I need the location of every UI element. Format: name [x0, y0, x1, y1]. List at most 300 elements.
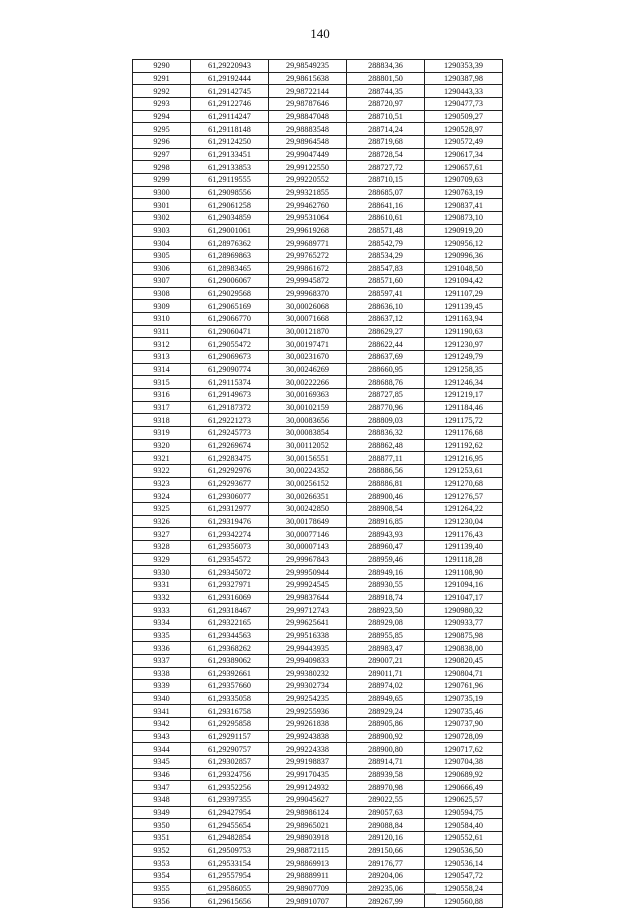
- x-coordinate-cell: 288836,32: [347, 427, 425, 440]
- latitude-cell: 61,29292976: [191, 465, 269, 478]
- point-number-cell: 9311: [133, 325, 191, 338]
- table-row: [133, 844, 503, 857]
- latitude-cell: 61,29098556: [191, 186, 269, 199]
- longitude-cell: 29,99170435: [269, 768, 347, 781]
- latitude-cell: 61,29482854: [191, 832, 269, 845]
- table-row: [133, 604, 503, 617]
- table-row: [133, 832, 503, 845]
- table-row: [133, 313, 503, 326]
- point-number-cell: 9344: [133, 743, 191, 756]
- x-coordinate-cell: 288770,96: [347, 401, 425, 414]
- x-coordinate-cell: 288641,16: [347, 199, 425, 212]
- point-number-cell: 9318: [133, 414, 191, 427]
- point-number-cell: 9319: [133, 427, 191, 440]
- latitude-cell: 61,29114247: [191, 110, 269, 123]
- y-coordinate-cell: 1290560,88: [425, 895, 503, 908]
- y-coordinate-cell: 1291175,72: [425, 414, 503, 427]
- point-number-cell: 9325: [133, 502, 191, 515]
- point-number-cell: 9323: [133, 477, 191, 490]
- x-coordinate-cell: 288943,93: [347, 528, 425, 541]
- latitude-cell: 61,29142745: [191, 85, 269, 98]
- point-number-cell: 9322: [133, 465, 191, 478]
- coordinates-table: [132, 59, 503, 908]
- longitude-cell: 29,99765272: [269, 249, 347, 262]
- point-number-cell: 9336: [133, 642, 191, 655]
- longitude-cell: 29,99045627: [269, 794, 347, 807]
- table-row: [133, 97, 503, 110]
- point-number-cell: 9349: [133, 806, 191, 819]
- table-row: [133, 667, 503, 680]
- longitude-cell: 29,99516338: [269, 629, 347, 642]
- table-row: [133, 502, 503, 515]
- x-coordinate-cell: 288710,15: [347, 173, 425, 186]
- point-number-cell: 9352: [133, 844, 191, 857]
- table-row: [133, 515, 503, 528]
- longitude-cell: 29,99321855: [269, 186, 347, 199]
- x-coordinate-cell: 288970,98: [347, 781, 425, 794]
- point-number-cell: 9350: [133, 819, 191, 832]
- x-coordinate-cell: 288534,29: [347, 249, 425, 262]
- point-number-cell: 9340: [133, 692, 191, 705]
- point-number-cell: 9334: [133, 616, 191, 629]
- x-coordinate-cell: 288637,69: [347, 351, 425, 364]
- longitude-cell: 29,99531064: [269, 211, 347, 224]
- latitude-cell: 61,29124250: [191, 135, 269, 148]
- y-coordinate-cell: 1290558,24: [425, 882, 503, 895]
- x-coordinate-cell: 289150,66: [347, 844, 425, 857]
- y-coordinate-cell: 1291184,46: [425, 401, 503, 414]
- table-row: [133, 389, 503, 402]
- y-coordinate-cell: 1290933,77: [425, 616, 503, 629]
- longitude-cell: 29,98549235: [269, 60, 347, 73]
- x-coordinate-cell: 288929,24: [347, 705, 425, 718]
- latitude-cell: 61,29455654: [191, 819, 269, 832]
- point-number-cell: 9312: [133, 338, 191, 351]
- longitude-cell: 30,00242850: [269, 502, 347, 515]
- longitude-cell: 30,00178649: [269, 515, 347, 528]
- y-coordinate-cell: 1290956,12: [425, 237, 503, 250]
- x-coordinate-cell: 288900,46: [347, 490, 425, 503]
- longitude-cell: 29,99047449: [269, 148, 347, 161]
- longitude-cell: 29,99224338: [269, 743, 347, 756]
- table-row: [133, 692, 503, 705]
- point-number-cell: 9290: [133, 60, 191, 73]
- x-coordinate-cell: 288959,46: [347, 553, 425, 566]
- point-number-cell: 9328: [133, 540, 191, 553]
- table-row: [133, 654, 503, 667]
- table-row: [133, 452, 503, 465]
- longitude-cell: 29,99950944: [269, 566, 347, 579]
- x-coordinate-cell: 288629,27: [347, 325, 425, 338]
- x-coordinate-cell: 288571,60: [347, 275, 425, 288]
- latitude-cell: 61,29324756: [191, 768, 269, 781]
- x-coordinate-cell: 288801,50: [347, 72, 425, 85]
- point-number-cell: 9320: [133, 439, 191, 452]
- table-row: [133, 642, 503, 655]
- y-coordinate-cell: 1291107,29: [425, 287, 503, 300]
- y-coordinate-cell: 1291094,42: [425, 275, 503, 288]
- x-coordinate-cell: 289176,77: [347, 857, 425, 870]
- table-row: [133, 173, 503, 186]
- y-coordinate-cell: 1291246,34: [425, 376, 503, 389]
- longitude-cell: 29,99625641: [269, 616, 347, 629]
- x-coordinate-cell: 289011,71: [347, 667, 425, 680]
- point-number-cell: 9294: [133, 110, 191, 123]
- y-coordinate-cell: 1290443,33: [425, 85, 503, 98]
- point-number-cell: 9353: [133, 857, 191, 870]
- longitude-cell: 29,99837644: [269, 591, 347, 604]
- table-row: [133, 781, 503, 794]
- x-coordinate-cell: 289007,21: [347, 654, 425, 667]
- point-number-cell: 9346: [133, 768, 191, 781]
- x-coordinate-cell: 288960,47: [347, 540, 425, 553]
- page-number: 140: [310, 26, 330, 41]
- x-coordinate-cell: 289235,06: [347, 882, 425, 895]
- y-coordinate-cell: 1290735,19: [425, 692, 503, 705]
- y-coordinate-cell: 1291047,17: [425, 591, 503, 604]
- latitude-cell: 61,29352256: [191, 781, 269, 794]
- longitude-cell: 29,99380232: [269, 667, 347, 680]
- table-row: [133, 870, 503, 883]
- x-coordinate-cell: 288923,50: [347, 604, 425, 617]
- point-number-cell: 9297: [133, 148, 191, 161]
- table-row: [133, 743, 503, 756]
- point-number-cell: 9335: [133, 629, 191, 642]
- y-coordinate-cell: 1290625,57: [425, 794, 503, 807]
- point-number-cell: 9345: [133, 756, 191, 769]
- x-coordinate-cell: 288660,95: [347, 363, 425, 376]
- x-coordinate-cell: 288955,85: [347, 629, 425, 642]
- longitude-cell: 30,00026068: [269, 300, 347, 313]
- y-coordinate-cell: 1290873,10: [425, 211, 503, 224]
- latitude-cell: 61,29192444: [191, 72, 269, 85]
- x-coordinate-cell: 289057,63: [347, 806, 425, 819]
- y-coordinate-cell: 1290528,97: [425, 123, 503, 136]
- y-coordinate-cell: 1291118,28: [425, 553, 503, 566]
- point-number-cell: 9298: [133, 161, 191, 174]
- latitude-cell: 61,29319476: [191, 515, 269, 528]
- x-coordinate-cell: 288949,16: [347, 566, 425, 579]
- table-row: [133, 300, 503, 313]
- y-coordinate-cell: 1290477,73: [425, 97, 503, 110]
- x-coordinate-cell: 288727,85: [347, 389, 425, 402]
- y-coordinate-cell: 1290838,00: [425, 642, 503, 655]
- y-coordinate-cell: 1290709,63: [425, 173, 503, 186]
- point-number-cell: 9356: [133, 895, 191, 908]
- y-coordinate-cell: 1291270,68: [425, 477, 503, 490]
- y-coordinate-cell: 1290536,14: [425, 857, 503, 870]
- y-coordinate-cell: 1290509,27: [425, 110, 503, 123]
- latitude-cell: 61,29290757: [191, 743, 269, 756]
- latitude-cell: 61,29283475: [191, 452, 269, 465]
- latitude-cell: 61,29115374: [191, 376, 269, 389]
- point-number-cell: 9293: [133, 97, 191, 110]
- longitude-cell: 29,98907709: [269, 882, 347, 895]
- longitude-cell: 30,00007143: [269, 540, 347, 553]
- y-coordinate-cell: 1290837,41: [425, 199, 503, 212]
- longitude-cell: 29,99124932: [269, 781, 347, 794]
- longitude-cell: 29,98964548: [269, 135, 347, 148]
- latitude-cell: 61,29034859: [191, 211, 269, 224]
- x-coordinate-cell: 289204,06: [347, 870, 425, 883]
- y-coordinate-cell: 1290552,61: [425, 832, 503, 845]
- point-number-cell: 9355: [133, 882, 191, 895]
- x-coordinate-cell: 288636,10: [347, 300, 425, 313]
- x-coordinate-cell: 288929,08: [347, 616, 425, 629]
- y-coordinate-cell: 1290761,96: [425, 680, 503, 693]
- longitude-cell: 30,00197471: [269, 338, 347, 351]
- y-coordinate-cell: 1290536,50: [425, 844, 503, 857]
- latitude-cell: 61,29345072: [191, 566, 269, 579]
- y-coordinate-cell: 1290704,38: [425, 756, 503, 769]
- y-coordinate-cell: 1290547,72: [425, 870, 503, 883]
- point-number-cell: 9347: [133, 781, 191, 794]
- latitude-cell: 61,29293677: [191, 477, 269, 490]
- table-row: [133, 262, 503, 275]
- latitude-cell: 61,29119555: [191, 173, 269, 186]
- latitude-cell: 61,29245773: [191, 427, 269, 440]
- table-row: [133, 477, 503, 490]
- table-row: [133, 553, 503, 566]
- point-number-cell: 9329: [133, 553, 191, 566]
- x-coordinate-cell: 288720,97: [347, 97, 425, 110]
- table-row: [133, 705, 503, 718]
- x-coordinate-cell: 288809,03: [347, 414, 425, 427]
- y-coordinate-cell: 1291192,62: [425, 439, 503, 452]
- point-number-cell: 9292: [133, 85, 191, 98]
- table-row: [133, 414, 503, 427]
- latitude-cell: 61,29221273: [191, 414, 269, 427]
- table-row: [133, 135, 503, 148]
- x-coordinate-cell: 288949,65: [347, 692, 425, 705]
- longitude-cell: 29,98910707: [269, 895, 347, 908]
- latitude-cell: 61,29001061: [191, 224, 269, 237]
- table-row: [133, 161, 503, 174]
- point-number-cell: 9313: [133, 351, 191, 364]
- point-number-cell: 9316: [133, 389, 191, 402]
- point-number-cell: 9296: [133, 135, 191, 148]
- latitude-cell: 61,29187372: [191, 401, 269, 414]
- table-row: [133, 85, 503, 98]
- x-coordinate-cell: 288900,80: [347, 743, 425, 756]
- y-coordinate-cell: 1291139,40: [425, 540, 503, 553]
- x-coordinate-cell: 289120,16: [347, 832, 425, 845]
- x-coordinate-cell: 288886,56: [347, 465, 425, 478]
- latitude-cell: 61,29060471: [191, 325, 269, 338]
- latitude-cell: 61,29055472: [191, 338, 269, 351]
- x-coordinate-cell: 288727,72: [347, 161, 425, 174]
- table-row: [133, 819, 503, 832]
- x-coordinate-cell: 288914,71: [347, 756, 425, 769]
- y-coordinate-cell: 1290820,45: [425, 654, 503, 667]
- longitude-cell: 29,98889911: [269, 870, 347, 883]
- point-number-cell: 9354: [133, 870, 191, 883]
- longitude-cell: 29,99302734: [269, 680, 347, 693]
- y-coordinate-cell: 1291163,94: [425, 313, 503, 326]
- longitude-cell: 29,98847048: [269, 110, 347, 123]
- y-coordinate-cell: 1290875,98: [425, 629, 503, 642]
- x-coordinate-cell: 288610,61: [347, 211, 425, 224]
- point-number-cell: 9302: [133, 211, 191, 224]
- y-coordinate-cell: 1291176,68: [425, 427, 503, 440]
- point-number-cell: 9310: [133, 313, 191, 326]
- x-coordinate-cell: 288877,11: [347, 452, 425, 465]
- table-row: [133, 110, 503, 123]
- table-row: [133, 629, 503, 642]
- longitude-cell: 29,99220552: [269, 173, 347, 186]
- y-coordinate-cell: 1291276,57: [425, 490, 503, 503]
- y-coordinate-cell: 1290584,40: [425, 819, 503, 832]
- y-coordinate-cell: 1291258,35: [425, 363, 503, 376]
- latitude-cell: 61,29427954: [191, 806, 269, 819]
- latitude-cell: 61,28976362: [191, 237, 269, 250]
- longitude-cell: 30,00246269: [269, 363, 347, 376]
- point-number-cell: 9333: [133, 604, 191, 617]
- longitude-cell: 29,98872115: [269, 844, 347, 857]
- table-row: [133, 287, 503, 300]
- longitude-cell: 30,00256152: [269, 477, 347, 490]
- table-row: [133, 401, 503, 414]
- point-number-cell: 9295: [133, 123, 191, 136]
- table-row: [133, 199, 503, 212]
- x-coordinate-cell: 288974,02: [347, 680, 425, 693]
- latitude-cell: 61,29389062: [191, 654, 269, 667]
- table-row: [133, 427, 503, 440]
- longitude-cell: 29,99198837: [269, 756, 347, 769]
- latitude-cell: 61,29090774: [191, 363, 269, 376]
- y-coordinate-cell: 1291094,16: [425, 578, 503, 591]
- point-number-cell: 9303: [133, 224, 191, 237]
- latitude-cell: 61,29065169: [191, 300, 269, 313]
- longitude-cell: 30,00156551: [269, 452, 347, 465]
- table-row: [133, 376, 503, 389]
- latitude-cell: 61,29586055: [191, 882, 269, 895]
- x-coordinate-cell: 289267,99: [347, 895, 425, 908]
- latitude-cell: 61,29316758: [191, 705, 269, 718]
- point-number-cell: 9315: [133, 376, 191, 389]
- x-coordinate-cell: 288744,35: [347, 85, 425, 98]
- table-row: [133, 325, 503, 338]
- latitude-cell: 61,29392661: [191, 667, 269, 680]
- point-number-cell: 9305: [133, 249, 191, 262]
- point-number-cell: 9314: [133, 363, 191, 376]
- longitude-cell: 29,99409833: [269, 654, 347, 667]
- x-coordinate-cell: 288710,51: [347, 110, 425, 123]
- longitude-cell: 29,99967843: [269, 553, 347, 566]
- longitude-cell: 30,00112052: [269, 439, 347, 452]
- latitude-cell: 61,29357660: [191, 680, 269, 693]
- latitude-cell: 61,29318467: [191, 604, 269, 617]
- y-coordinate-cell: 1290737,90: [425, 718, 503, 731]
- table-row: [133, 591, 503, 604]
- point-number-cell: 9291: [133, 72, 191, 85]
- x-coordinate-cell: 288900,92: [347, 730, 425, 743]
- table-row: [133, 60, 503, 73]
- table-row: [133, 237, 503, 250]
- latitude-cell: 61,29118148: [191, 123, 269, 136]
- latitude-cell: 61,29149673: [191, 389, 269, 402]
- table-row: [133, 730, 503, 743]
- table-row: [133, 72, 503, 85]
- x-coordinate-cell: 289022,55: [347, 794, 425, 807]
- longitude-cell: 29,99254235: [269, 692, 347, 705]
- longitude-cell: 29,99443935: [269, 642, 347, 655]
- point-number-cell: 9317: [133, 401, 191, 414]
- longitude-cell: 29,99945872: [269, 275, 347, 288]
- longitude-cell: 30,00121870: [269, 325, 347, 338]
- table-row: [133, 718, 503, 731]
- point-number-cell: 9326: [133, 515, 191, 528]
- latitude-cell: 61,29029568: [191, 287, 269, 300]
- latitude-cell: 61,29295858: [191, 718, 269, 731]
- y-coordinate-cell: 1291176,43: [425, 528, 503, 541]
- latitude-cell: 61,29122746: [191, 97, 269, 110]
- latitude-cell: 61,29006067: [191, 275, 269, 288]
- table-row: [133, 680, 503, 693]
- latitude-cell: 61,29322165: [191, 616, 269, 629]
- longitude-cell: 29,98903918: [269, 832, 347, 845]
- y-coordinate-cell: 1290717,62: [425, 743, 503, 756]
- latitude-cell: 61,29615656: [191, 895, 269, 908]
- latitude-cell: 61,29368262: [191, 642, 269, 655]
- point-number-cell: 9348: [133, 794, 191, 807]
- latitude-cell: 61,29302857: [191, 756, 269, 769]
- latitude-cell: 61,29342274: [191, 528, 269, 541]
- table-row: [133, 895, 503, 908]
- longitude-cell: 30,00083656: [269, 414, 347, 427]
- x-coordinate-cell: 288685,07: [347, 186, 425, 199]
- point-number-cell: 9332: [133, 591, 191, 604]
- longitude-cell: 29,98787646: [269, 97, 347, 110]
- table-row: [133, 123, 503, 136]
- point-number-cell: 9343: [133, 730, 191, 743]
- longitude-cell: 29,99255936: [269, 705, 347, 718]
- x-coordinate-cell: 288719,68: [347, 135, 425, 148]
- latitude-cell: 61,29316069: [191, 591, 269, 604]
- longitude-cell: 29,99861672: [269, 262, 347, 275]
- footer-divider: [206, 893, 436, 894]
- longitude-cell: 29,98883548: [269, 123, 347, 136]
- coordinates-table-body: [133, 60, 503, 908]
- x-coordinate-cell: 288983,47: [347, 642, 425, 655]
- table-row: [133, 528, 503, 541]
- latitude-cell: 61,28983465: [191, 262, 269, 275]
- point-number-cell: 9338: [133, 667, 191, 680]
- y-coordinate-cell: 1291048,50: [425, 262, 503, 275]
- x-coordinate-cell: 288905,86: [347, 718, 425, 731]
- longitude-cell: 29,99462760: [269, 199, 347, 212]
- x-coordinate-cell: 288916,85: [347, 515, 425, 528]
- point-number-cell: 9341: [133, 705, 191, 718]
- y-coordinate-cell: 1290728,09: [425, 730, 503, 743]
- table-row: [133, 578, 503, 591]
- point-number-cell: 9308: [133, 287, 191, 300]
- longitude-cell: 29,98986124: [269, 806, 347, 819]
- latitude-cell: 61,29344563: [191, 629, 269, 642]
- table-row: [133, 363, 503, 376]
- table-row: [133, 756, 503, 769]
- y-coordinate-cell: 1290996,36: [425, 249, 503, 262]
- table-row: [133, 490, 503, 503]
- latitude-cell: 61,29133853: [191, 161, 269, 174]
- table-row: [133, 566, 503, 579]
- y-coordinate-cell: 1291230,04: [425, 515, 503, 528]
- latitude-cell: 61,29312977: [191, 502, 269, 515]
- y-coordinate-cell: 1290666,49: [425, 781, 503, 794]
- longitude-cell: 30,00231670: [269, 351, 347, 364]
- y-coordinate-cell: 1291190,63: [425, 325, 503, 338]
- longitude-cell: 29,98615638: [269, 72, 347, 85]
